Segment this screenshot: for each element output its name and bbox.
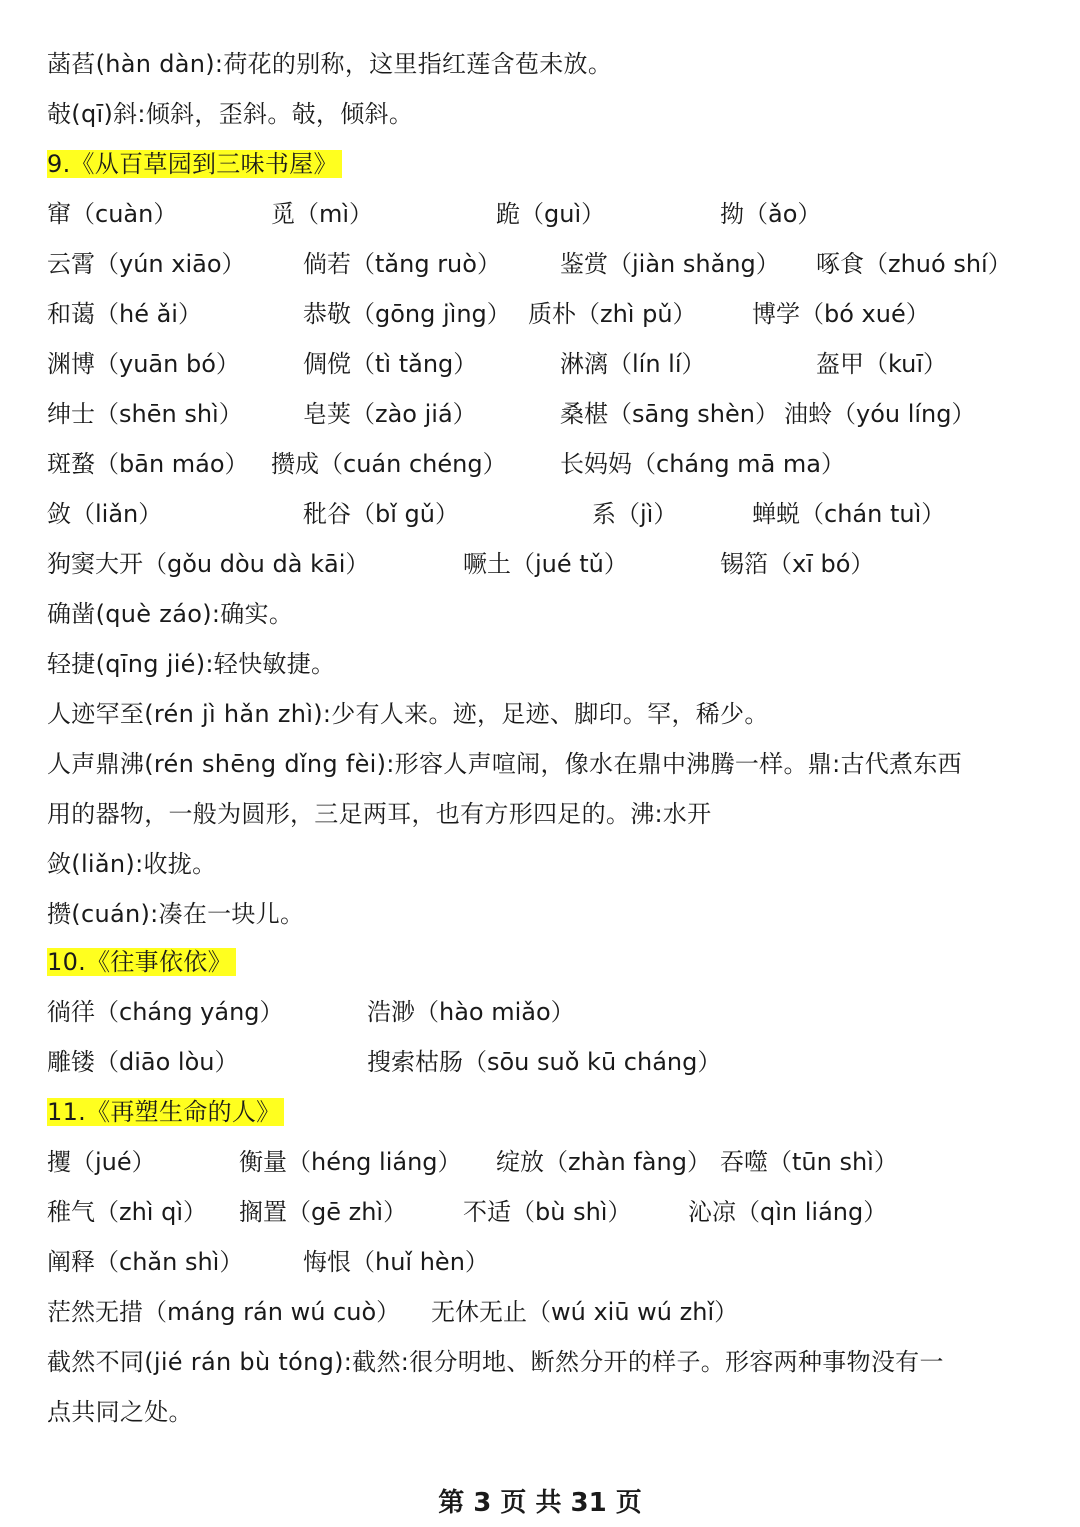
vocab-item: 稚气（zhì qì）: [47, 1198, 208, 1226]
vocab-item: 衡量（héng liáng）: [239, 1148, 462, 1176]
definition-renshengdingfei: 人声鼎沸(rén shēng dǐng fèi):形容人声喧闹，像水在鼎中沸腾一样。鼎:古代煮东西: [47, 750, 962, 778]
definition-renjihanzhi: 人迹罕至(rén jì hǎn zhì):少有人来。迹，足迹、脚印。罕，稀少。: [47, 700, 769, 728]
vocab-item: 狗窦大开（gǒu dòu dà kāi）: [47, 550, 370, 578]
vocab-item: 攒成（cuán chéng）: [271, 450, 507, 478]
vocab-item: 倜傥（tì tǎng）: [303, 350, 478, 378]
vocab-item: 徜徉（cháng yáng）: [47, 998, 284, 1026]
vocab-item: 鉴赏（jiàn shǎng）: [560, 250, 780, 278]
vocab-item: 淋漓（lín lí）: [560, 350, 706, 378]
vocab-item: 沁凉（qìn liáng）: [688, 1198, 888, 1226]
vocab-item: 攫（jué）: [47, 1148, 156, 1176]
section-heading-10: [47, 946, 236, 978]
section-title-11: 11.《再塑生命的人》: [47, 1098, 284, 1126]
definition-quezao: 确凿(què záo):确实。: [47, 600, 294, 628]
definition-qingjie: 轻捷(qīng jié):轻快敏捷。: [47, 650, 336, 678]
vocab-item: 觅（mì）: [271, 200, 374, 228]
vocab-item: 无休无止（wú xiū wú zhǐ）: [431, 1298, 739, 1326]
definition-handan: 菡萏(hàn dàn):荷花的别称，这里指红莲含苞未放。: [47, 50, 613, 78]
vocab-item: 长妈妈（cháng mā ma）: [560, 450, 845, 478]
vocab-item: 浩渺（hào miǎo）: [367, 998, 575, 1026]
vocab-item: 吞噬（tūn shì）: [720, 1148, 898, 1176]
definition-renshengdingfei-cont: 用的器物，一般为圆形，三足两耳，也有方形四足的。沸:水开: [47, 800, 712, 828]
definition-lian: 敛(liǎn):收拢。: [47, 850, 217, 878]
vocab-item: 悔恨（huǐ hèn）: [303, 1248, 489, 1276]
vocab-item: 倘若（tǎng ruò）: [303, 250, 501, 278]
vocab-item: 搜索枯肠（sōu suǒ kū cháng）: [367, 1048, 722, 1076]
vocab-item: 云霄（yún xiāo）: [47, 250, 246, 278]
vocab-item: 秕谷（bǐ gǔ）: [303, 500, 459, 528]
vocab-item: 窜（cuàn）: [47, 200, 178, 228]
vocab-item: 渊博（yuān bó）: [47, 350, 240, 378]
vocab-item: 绅士（shēn shì）: [47, 400, 243, 428]
section-heading-9: [47, 148, 342, 180]
vocab-item: 茫然无措（máng rán wú cuò）: [47, 1298, 401, 1326]
definition-qixie: 攲(qī)斜:倾斜，歪斜。攲，倾斜。: [47, 100, 414, 128]
vocab-item: 跪（guì）: [496, 200, 606, 228]
vocab-item: 恭敬（gōng jìng）: [303, 300, 511, 328]
vocab-item: 系（jì）: [592, 500, 678, 528]
vocab-item: 啄食（zhuó shí）: [816, 250, 1012, 278]
definition-jierabutong: 截然不同(jié rán bù tóng):截然:很分明地、断然分开的样子。形容两种事物没有一: [47, 1348, 944, 1376]
vocab-item: 和蔼（hé ǎi）: [47, 300, 202, 328]
vocab-item: 蝉蜕（chán tuì）: [752, 500, 946, 528]
section-heading-11: [47, 1096, 284, 1128]
section-title-10: 10.《往事依依》: [47, 948, 236, 976]
definition-jierabutong-cont: 点共同之处。: [47, 1398, 193, 1426]
vocab-item: 质朴（zhì pǔ）: [528, 300, 697, 328]
vocab-item: 不适（bù shì）: [463, 1198, 632, 1226]
definition-cuan: 攒(cuán):凑在一块儿。: [47, 900, 305, 928]
vocab-item: 搁置（gē zhì）: [239, 1198, 408, 1226]
vocab-item: 博学（bó xué）: [752, 300, 930, 328]
vocab-item: 锡箔（xī bó）: [720, 550, 875, 578]
vocab-item: 敛（liǎn）: [47, 500, 163, 528]
vocab-item: 阐释（chǎn shì）: [47, 1248, 244, 1276]
vocab-item: 桑椹（sāng shèn）: [560, 400, 779, 428]
vocab-item: 盔甲（kuī）: [816, 350, 948, 378]
vocab-item: 雕镂（diāo lòu）: [47, 1048, 239, 1076]
vocab-item: 斑蝥（bān máo）: [47, 450, 249, 478]
vocab-item: 拗（ǎo）: [720, 200, 822, 228]
page-number-footer: 第 3 页 共 31 页: [438, 1488, 642, 1518]
vocab-item: 皂荚（zào jiá）: [303, 400, 477, 428]
vocab-item: 油蛉（yóu líng）: [784, 400, 976, 428]
section-title-9: 9.《从百草园到三味书屋》: [47, 150, 342, 178]
vocab-item: 绽放（zhàn fàng）: [496, 1148, 711, 1176]
vocab-item: 噘土（jué tǔ）: [463, 550, 628, 578]
